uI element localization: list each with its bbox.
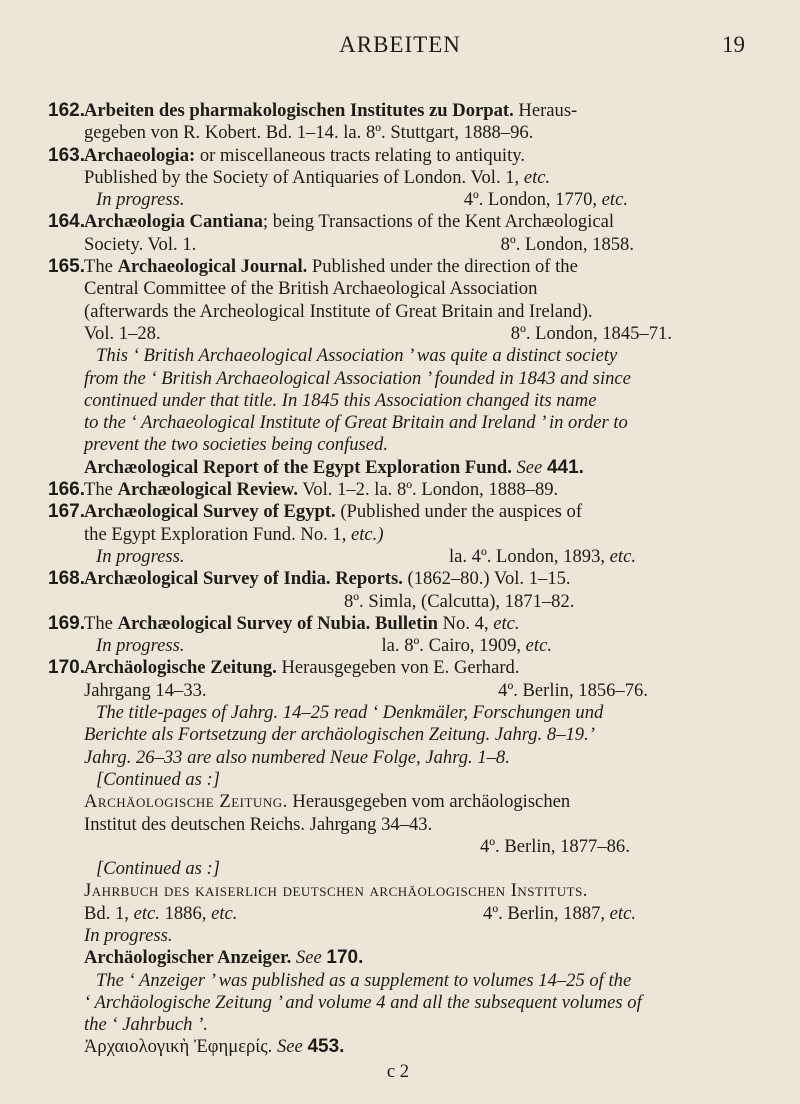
status-note: In progress. [84, 924, 173, 946]
reference-number: 441. [546, 456, 584, 478]
cross-reference-greek: Ἀρχαιολογικὴ Ἐφημερίς. See 453. [84, 1036, 345, 1058]
entry-168: 168. Archæological Survey of India. Reports. (1862–80.) Vol. 1–15. 8º. Simla, (Calcutta), 1871–82. [48, 568, 748, 613]
page-number: 19 [722, 32, 745, 57]
entry-title: Archäologischer Anzeiger. [84, 947, 292, 969]
entry-imprint: 4º. London, 1770, [463, 189, 602, 211]
status-note: In progress. [96, 189, 185, 211]
continuation-title: Archäologische Zeitung. [84, 791, 288, 813]
entry-167: 167. Archæological Survey of Egypt. (Published under the auspices of the Egypt Exploration Fund. No. 1, etc.) In progress. la. 4º. London, 1893, etc. [48, 501, 636, 567]
entry-imprint: 8º. London, 1858. [500, 233, 634, 255]
entry-imprint: gegeben von R. Kobert. Bd. 1–14. la. 8º. Stuttgart, 1888–96. [84, 122, 534, 144]
entry-note: The ‘ Anzeiger ’ was published as a supplement to volumes 14–25 of the [96, 969, 632, 991]
running-head: ARBEITEN [339, 32, 461, 57]
entry-note: This ‘ British Archaeological Association ’ was quite a distinct society [96, 345, 618, 367]
entry-166: 166. The Archæological Review. Vol. 1–2. la. 8º. London, 1888–89. [48, 479, 559, 501]
entry-title: Archæologia Cantiana [84, 211, 263, 233]
entry-163: 163. Archaeologia: or miscellaneous tracts relating to antiquity. Published by the Society of Antiquaries of London. Vol. 1, etc. In progress. 4º. London, 1770, etc. [48, 144, 628, 211]
entry-imprint: 4º. Berlin, 1856–76. [498, 679, 648, 701]
entry-title: Archæological Review. [117, 479, 298, 501]
entry-title: Archæological Survey of India. Reports. [84, 568, 403, 590]
entry-number: 162. [48, 100, 85, 121]
entry-number: 170. [48, 657, 85, 679]
entry-title: Ἀρχαιολογικὴ Ἐφημερίς. [84, 1036, 273, 1058]
cross-reference-anzeiger: Archäologischer Anzeiger. See 170. The ‘ Anzeiger ’ was published as a supplement to volumes 14–25 of the ‘ Archäologische Zeitung ’ and volume 4 and all the subsequent volumes of the ‘ Jahrbuch ’. [48, 947, 748, 1036]
entry-list [48, 100, 748, 1083]
reference-number: 170. [326, 947, 364, 969]
status-note: In progress. [96, 545, 185, 567]
continuation-note: [Continued as :] [96, 768, 220, 790]
continuation-note: [Continued as :] [96, 858, 220, 880]
entry-imprint: 4º. Berlin, 1877–86. [480, 835, 630, 857]
entry-number: 165. [48, 256, 85, 278]
entry-164: 164. Archæologia Cantiana; being Transactions of the Kent Archæological Society. Vol. 1. 8º. London, 1858. [48, 211, 748, 256]
entry-title: Archaeological Journal. [117, 256, 308, 278]
reference-number: 453. [307, 1036, 345, 1058]
entry-title: Archæological Survey of Egypt. [84, 501, 336, 523]
entry-number: 168. [48, 568, 85, 590]
entry-note: The title-pages of Jahrg. 14–25 read ‘ Denkmäler, Forschungen und [96, 702, 604, 724]
entry-number: 163. [48, 144, 85, 166]
signature-mark: c 2 [386, 1060, 410, 1082]
entry-number: 166. [48, 479, 85, 501]
entry-title: Archaeologia: [84, 144, 196, 166]
entry-title: Archæological Survey of Nubia. Bulletin [117, 612, 438, 634]
cross-reference-egypt: Archæological Report of the Egypt Exploration Fund. See 441. [84, 456, 584, 478]
entry-imprint: 8º. Simla, (Calcutta), 1871–82. [344, 590, 575, 612]
entry-title: Arbeiten des pharmakologischen Institutes zu Dorpat. [84, 100, 514, 121]
entry-number: 167. [48, 501, 85, 523]
continuation-title: Jahrbuch des kaiserlich deutschen archäologischen Instituts. [84, 880, 588, 902]
entry-170: 170. Archäologische Zeitung. Herausgegeben von E. Gerhard. Jahrgang 14–33. 4º. Berlin, 1856–76. The title-pages of Jahrg. 14–25 read ‘ Denkmäler, Forschungen und Berichte als Fortsetzung der archäologischen Zeitung. Jahrg. 8–19.’ Jahrg. 26–33 are also numbered Neue Folge, Jahrg. 1–8. [Continued as :] Archäologische Zeitung. Herausgegeben vom archäologischen Institut des deutschen Reichs. Jahrgang 34–43. 4º. Berlin, 1877–86. [Continued as :] Jahrbuch des kaiserlich deutschen archäologischen Instituts. Bd. 1, etc. 1886, etc. 4º. Berlin, 1887, etc. In progress. [48, 657, 748, 947]
entry-169: 169. The Archæological Survey of Nubia. Bulletin No. 4, etc. In progress. la. 8º. Cairo, 1909, etc. [48, 612, 552, 657]
entry-number: 164. [48, 211, 85, 233]
entry-imprint: 4º. Berlin, 1887, [483, 902, 610, 924]
entry-imprint: 8º. London, 1845–71. [510, 322, 672, 344]
entry-title: Archäologische Zeitung. [84, 657, 277, 679]
status-note: In progress. [96, 635, 185, 657]
entry-165: 165. The Archaeological Journal. Published under the direction of the Central Committee of the British Archaeological Association (afterwards the Archeological Institute of Great Britain and Ireland). Vol. 1–28. 8º. London, 1845–71. This ‘ British Archaeological Association ’ was quite a distinct society from the ‘ British Archaeological Association ’ founded in 1843 and since continued under that title. In 1845 this Association changed its name to the ‘ Archaeological Institute of Great Britain and Ireland ’ in order to prevent the two societies being confused. [48, 256, 748, 457]
entry-imprint: la. 4º. London, 1893, [448, 545, 610, 567]
entry-title: Archæological Report of the Egypt Exploration Fund. [84, 456, 512, 478]
entry-number: 169. [48, 612, 85, 634]
entry-imprint: la. 8º. Cairo, 1909, [381, 635, 526, 657]
entry-162: 162. Arbeiten des pharmakologischen Institutes zu Dorpat. Heraus- gegeben von R. Kobert. Bd. 1–14. la. 8º. Stuttgart, 1888–96. [48, 100, 748, 145]
